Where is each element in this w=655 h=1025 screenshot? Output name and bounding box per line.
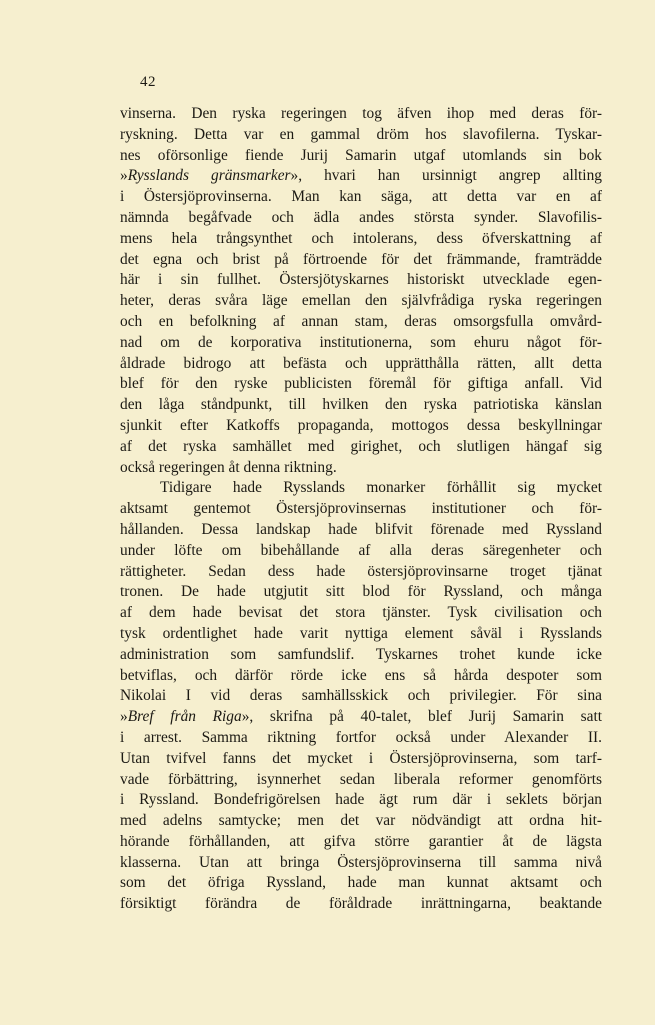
text-segment: hållanden. Dessa landskap hade blifvit förenade med Ryssland [120,520,602,538]
text-line [120,478,602,499]
text-segment: nämnda begåfvade och ädla andes största synder. Slavofilis- [120,208,602,226]
text-line [120,645,602,666]
italic-title: Bref från Riga [127,708,242,726]
text-segment: i Ryssland. Bondefrigörelsen hade ägt rum där i seklets början [120,791,602,809]
text-segment: under löfte om bibehållande af alla deras säregenheter och [120,541,602,559]
text-segment: vinserna. Den ryska regeringen tog äfven ihop med deras för- [120,105,602,122]
text-line [120,146,602,167]
text-line [120,707,602,728]
text-line [120,208,602,229]
italic-title: Rysslands gränsmarker [127,167,291,185]
text-segment: Nikolai I vid deras samhällsskick och privilegier. För sina [120,687,602,705]
text-segment: » [120,167,128,185]
text-segment: den låga ståndpunkt, till hvilken den ryska patriotiska känslan [120,396,602,414]
text-line [120,562,602,583]
text-line [120,229,602,250]
text-segment: också regeringen åt denna riktning. [120,458,337,476]
text-line [120,416,602,437]
text-line [120,395,602,416]
text-line [120,312,602,333]
text-segment: med adelns samtycke; men det var nödvändigt att ordna hit- [120,812,602,830]
body-text [120,104,602,915]
text-line [120,666,602,687]
text-line [120,333,602,354]
text-line [120,582,602,603]
text-segment: mens hela trångsynthet och intolerans, dess öfverskattning af [120,229,602,247]
text-segment: sjunkit efter Katkoffs propaganda, mottogos dessa beskyllningar [120,416,602,434]
text-line [120,853,602,874]
text-segment: tysk ordentlighet hade varit nyttiga element såväl i Rysslands [120,624,602,642]
text-segment: », skrifna på 40-talet, blef Jurij Samarin satt [241,708,602,726]
text-segment: försiktigt förändra de föråldrade inrättningarna, beaktande [120,895,602,913]
text-segment: som det öfriga Ryssland, hade man kunnat aktsamt och [120,874,602,892]
text-segment: Tidigare hade Rysslands monarker förhållit sig mycket [160,479,602,497]
text-segment: i Östersjöprovinserna. Man kan säga, att detta var en af [120,188,602,206]
text-line [120,437,602,458]
text-segment: heter, deras svåra läge emellan den självfrådiga ryska regeringen [120,292,602,310]
text-line [120,603,602,624]
text-segment: åldrade bidrogo att befästa och upprätthålla rätten, allt detta [120,354,602,372]
text-segment: nad om de korporativa institutionerna, som ehuru något för- [120,333,602,351]
text-line [120,894,602,915]
text-line [120,728,602,749]
text-segment: tronen. De hade utgjutit sitt blod för Ryssland, och många [120,583,602,601]
text-line [120,770,602,791]
text-line [120,790,602,811]
text-segment: aktsamt gentemot Östersjöprovinsernas institutioner och för- [120,500,602,518]
text-segment: af det ryska samhället med girighet, och slutligen hängaf sig [120,437,602,455]
text-line [120,104,602,125]
text-segment: rättigheter. Sedan dess hade östersjöprovinsarne troget tjänat [120,562,602,580]
text-line [120,624,602,645]
text-line [120,458,602,479]
text-segment: », hvari han ursinnigt angrep allting [290,167,602,185]
text-segment: här i sin fullhet. Östersjötyskarnes historiskt utvecklade egen- [120,271,602,289]
text-segment: blef för den ryske publicisten föremål för giftiga anfall. Vid [120,375,602,393]
text-segment: » [120,708,128,726]
text-segment: i arrest. Samma riktning fortfor också under Alexander II. [120,728,602,746]
text-line [120,374,602,395]
text-line [120,291,602,312]
text-segment: hörande förhållanden, att gifva större garantier åt de lägsta [120,832,602,850]
text-segment: af dem hade bevisat det stora tjänster. Tysk civilisation och [120,604,602,622]
page-number: 42 [140,74,156,90]
text-line [120,499,602,520]
text-line [120,541,602,562]
text-segment: administration som samfundslif. Tyskarnes trohet kunde icke [120,645,602,663]
text-line [120,125,602,146]
text-line [120,354,602,375]
text-line [120,270,602,291]
text-line [120,749,602,770]
text-line [120,166,602,187]
text-segment: vade förbättring, isynnerhet sedan liberala reformer genomförts [120,770,602,788]
text-line [120,873,602,894]
text-line [120,250,602,271]
text-line [120,187,602,208]
text-line [120,520,602,541]
text-line [120,832,602,853]
text-segment: Utan tvifvel fanns det mycket i Östersjöprovinserna, som tarf- [120,749,602,767]
text-segment: ryskning. Detta var en gammal dröm hos slavofilerna. Tyskar- [120,125,602,143]
text-segment: nes oförsonlige fiende Jurij Samarin utgaf utomlands sin bok [120,146,602,164]
text-segment: klasserna. Utan att bringa Östersjöprovinserna till samma nivå [120,853,602,871]
text-segment: det egna och brist på förtroende för det främmande, framträdde [120,250,602,268]
text-segment: och en befolkning af annan stam, deras omsorgsfulla omvård- [120,312,602,330]
text-line [120,686,602,707]
text-segment: betviflas, och därför rörde icke ens så hårda despoter som [120,666,602,684]
text-line [120,811,602,832]
